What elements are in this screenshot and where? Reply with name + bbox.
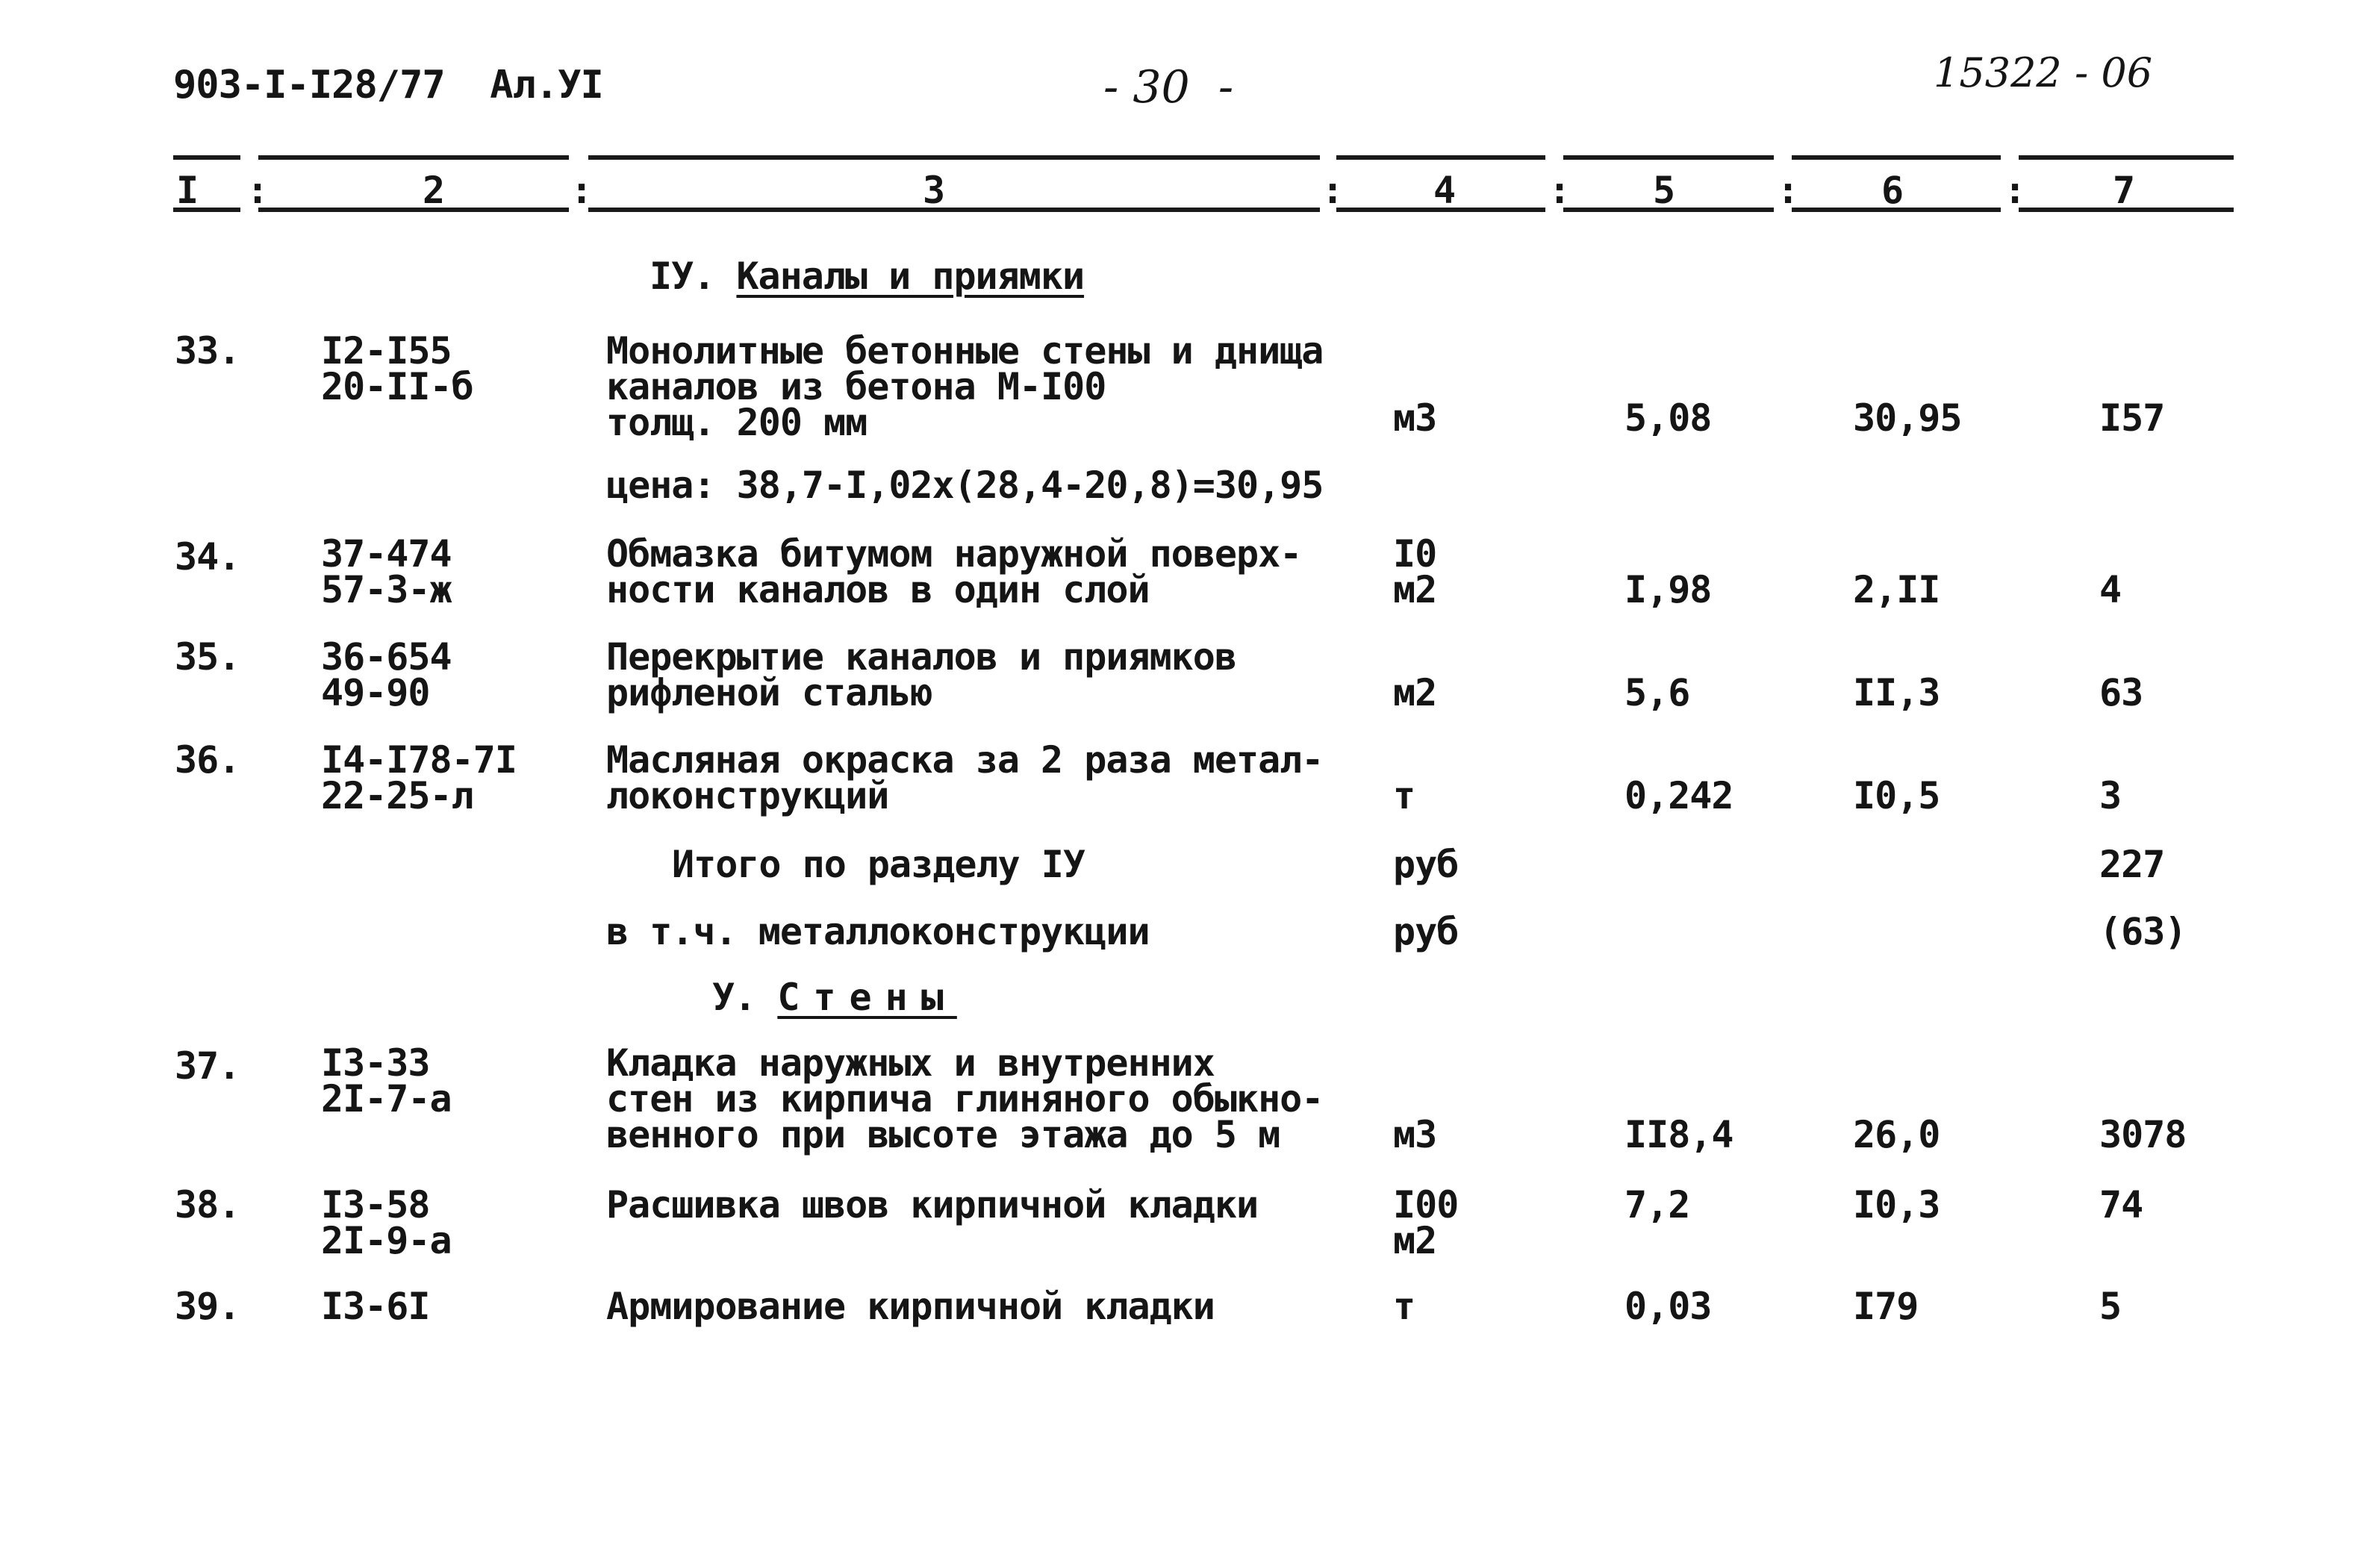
unit-price: I79	[1853, 1285, 1919, 1328]
total-cost: 4	[2099, 568, 2122, 611]
quantity: 5,6	[1624, 671, 1690, 714]
quantity: II8,4	[1624, 1113, 1733, 1156]
quantity: 0,03	[1624, 1285, 1712, 1328]
section-v-title: У. Стены	[712, 976, 957, 1019]
unit-price: 26,0	[1853, 1113, 1940, 1156]
including-label: в т.ч. металлоконструкции	[606, 910, 1150, 953]
price-code: I4-I78-7I 22-25-л	[321, 738, 517, 817]
price-code: I3-6I	[321, 1285, 430, 1328]
column-header-3: 3	[923, 169, 946, 212]
row-number: 39.	[175, 1285, 240, 1328]
row-number: 33.	[175, 329, 240, 372]
work-description: Перекрытие каналов и приямков рифленой сталью	[606, 635, 1236, 714]
price-calculation-note: цена: 38,7-I,02х(28,4-20,8)=30,95	[606, 464, 1324, 507]
unit-price: 30,95	[1853, 396, 1962, 440]
unit: м2	[1393, 671, 1437, 714]
unit-price: II,3	[1853, 671, 1940, 714]
price-code: I3-33 2I-7-а	[321, 1041, 452, 1120]
unit: м3	[1393, 396, 1437, 440]
quantity: 0,242	[1624, 774, 1733, 817]
price-code: I2-I55 20-II-б	[321, 329, 473, 408]
total-cost: 5	[2099, 1285, 2122, 1328]
column-separator: :	[1777, 169, 1800, 212]
row-number: 36.	[175, 738, 240, 782]
unit-price: I0,5	[1853, 774, 1940, 817]
row-number: 35.	[175, 635, 240, 679]
work-description: Обмазка битумом наружной поверх- ности каналов в один слой	[606, 532, 1302, 611]
price-code: 36-654 49-90	[321, 635, 452, 714]
total-cost: (63)	[2099, 910, 2187, 953]
column-header-1: I	[176, 169, 199, 212]
unit: м3	[1393, 1113, 1437, 1156]
section-iv-title: IУ. Каналы и приямки	[649, 255, 1085, 298]
column-separator: :	[2004, 169, 2027, 212]
total-cost: 3	[2099, 774, 2122, 817]
column-separator: :	[1321, 169, 1345, 212]
quantity: I,98	[1624, 568, 1712, 611]
column-header-4: 4	[1433, 169, 1457, 212]
work-description: Расшивка швов кирпичной кладки	[606, 1183, 1259, 1226]
column-separator: :	[1548, 169, 1571, 212]
unit-price: I0,3	[1853, 1183, 1940, 1226]
price-code: 37-474 57-3-ж	[321, 532, 452, 611]
document-code: 903-I-I28/77 Ал.УI	[173, 63, 603, 107]
total-cost: I57	[2099, 396, 2165, 440]
unit: I0 м2	[1393, 532, 1437, 611]
work-description: Кладка наружных и внутренних стен из кирпича глиняного обыкно- венного при высоте этажа до 5 м	[606, 1041, 1324, 1156]
column-separator: :	[246, 169, 270, 212]
quantity: 7,2	[1624, 1183, 1690, 1226]
work-description: Монолитные бетонные стены и днища каналов из бетона М-I00 толщ. 200 мм	[606, 329, 1324, 444]
unit: т	[1393, 1285, 1415, 1328]
unit: I00 м2	[1393, 1183, 1459, 1262]
unit-price: 2,II	[1853, 568, 1940, 611]
column-header-7: 7	[2113, 169, 2136, 212]
column-separator: :	[570, 169, 594, 212]
subtotal-label: Итого по разделу IУ	[672, 843, 1085, 886]
unit: т	[1393, 774, 1415, 817]
total-cost: 63	[2099, 671, 2143, 714]
quantity: 5,08	[1624, 396, 1712, 440]
column-header-2: 2	[423, 169, 446, 212]
total-cost: 3078	[2099, 1113, 2187, 1156]
archive-stamp-number: 15322 - 06	[1934, 49, 2153, 96]
work-description: Армирование кирпичной кладки	[606, 1285, 1215, 1328]
price-code: I3-58 2I-9-а	[321, 1183, 452, 1262]
row-number: 34.	[175, 535, 240, 579]
total-cost: 227	[2099, 843, 2165, 886]
unit: руб	[1393, 910, 1459, 953]
page-number: - 30 -	[1103, 61, 1234, 113]
unit: руб	[1393, 843, 1459, 886]
column-header-5: 5	[1653, 169, 1676, 212]
row-number: 38.	[175, 1183, 240, 1226]
work-description: Масляная окраска за 2 раза метал- локонструкций	[606, 738, 1324, 817]
row-number: 37.	[175, 1044, 240, 1088]
column-header-6: 6	[1881, 169, 1904, 212]
total-cost: 74	[2099, 1183, 2143, 1226]
